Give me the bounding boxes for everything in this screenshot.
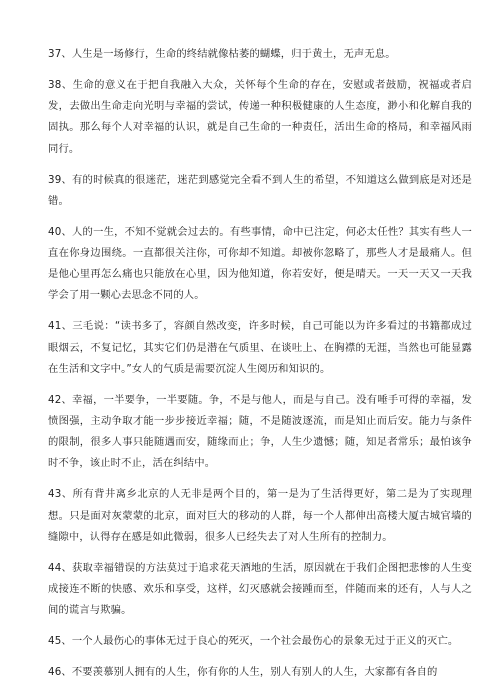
- paragraph-41: 41、三毛说：“读书多了，容颜自然改变，许多时候，自己可能以为许多看过的书籍都成过眼烟云，不复记忆，其实它们仍是潜在气质里、在谈吐上、在胸襟的无涯，当然也可能显露在生活和文字中。”女人的气质是需要沉淀人生阅历和知识的。: [48, 320, 472, 375]
- paragraph-42: 42、幸福，一半要争，一半要随。争，不是与他人，而是与自己。没有唾手可得的幸福，发愤图强，主动争取才能一步步接近幸福；随，不是随波逐流，而是知止而后安。能力与条件的限制，很多人事只能随遇而安，随缘而止；争，人生少遗憾；随，知足者常乐；最怕该争时不争，该止时不止，活在纠结中。: [48, 393, 472, 470]
- paragraph-37: 37、人生是一场修行，生命的终结就像枯萎的蝴蝶，归于黄土，无声无息。: [48, 48, 396, 60]
- paragraph-45: 45、一个人最伤心的事体无过于良心的死灭，一个社会最伤心的景象无过于正义的灭亡。: [48, 635, 459, 648]
- paragraph-43: 43、所有背井离乡北京的人无非是两个目的，第一是为了生活得更好，第二是为了实现理想。只是面对灰蒙蒙的北京，面对巨大的移动的人群，每一个人都伸出高楼大厦古城官墙的缝隙中，认得存在感是如此微弱，很多人已经失去了对人生所有的控制力。: [48, 488, 472, 543]
- paragraph-40: 40、人的一生，不知不觉就会过去的。有些事情，命中已注定，何必太任性？其实有些人一直在你身边围绕。一直都很关注你，可你却不知道。却被你忽略了，那些人才是最痛人。但是他心里再怎么痛也只能放在心里，因为他知道，你若安好，便是晴天。一天一天又一天我学会了用一颗心去思念不同的人。: [48, 225, 472, 302]
- paragraph-39: 39、有的时候真的很迷茫，迷茫到感觉完全看不到人生的希望，不知道这么做到底是对还是错。: [48, 173, 472, 207]
- paragraph-38: 38、生命的意义在于把自我融入大众，关怀每个生命的存在，安慰或者鼓励，祝福或者启发，去做出生命走向光明与幸福的尝试，传递一种积极健康的人生态度，渺小和化解自我的固执。那么每个人对幸福的认识，就是自己生命的一种责任，活出生命的格局，和幸福风雨同行。: [48, 79, 472, 155]
- paragraph-44: 44、获取幸福错误的方法莫过于追求花天酒地的生活，原因就在于我们企图把悲惨的人生变成接连不断的快感、欢乐和享受，这样，幻灭感就会接踵而至，伴随而来的还有，人与人之间的谎言与欺骗。: [48, 561, 472, 617]
- paragraph-46: 46、不要羡慕别人拥有的人生，你有你的人生，别人有别人的人生，大家都有各自的: [48, 666, 438, 679]
